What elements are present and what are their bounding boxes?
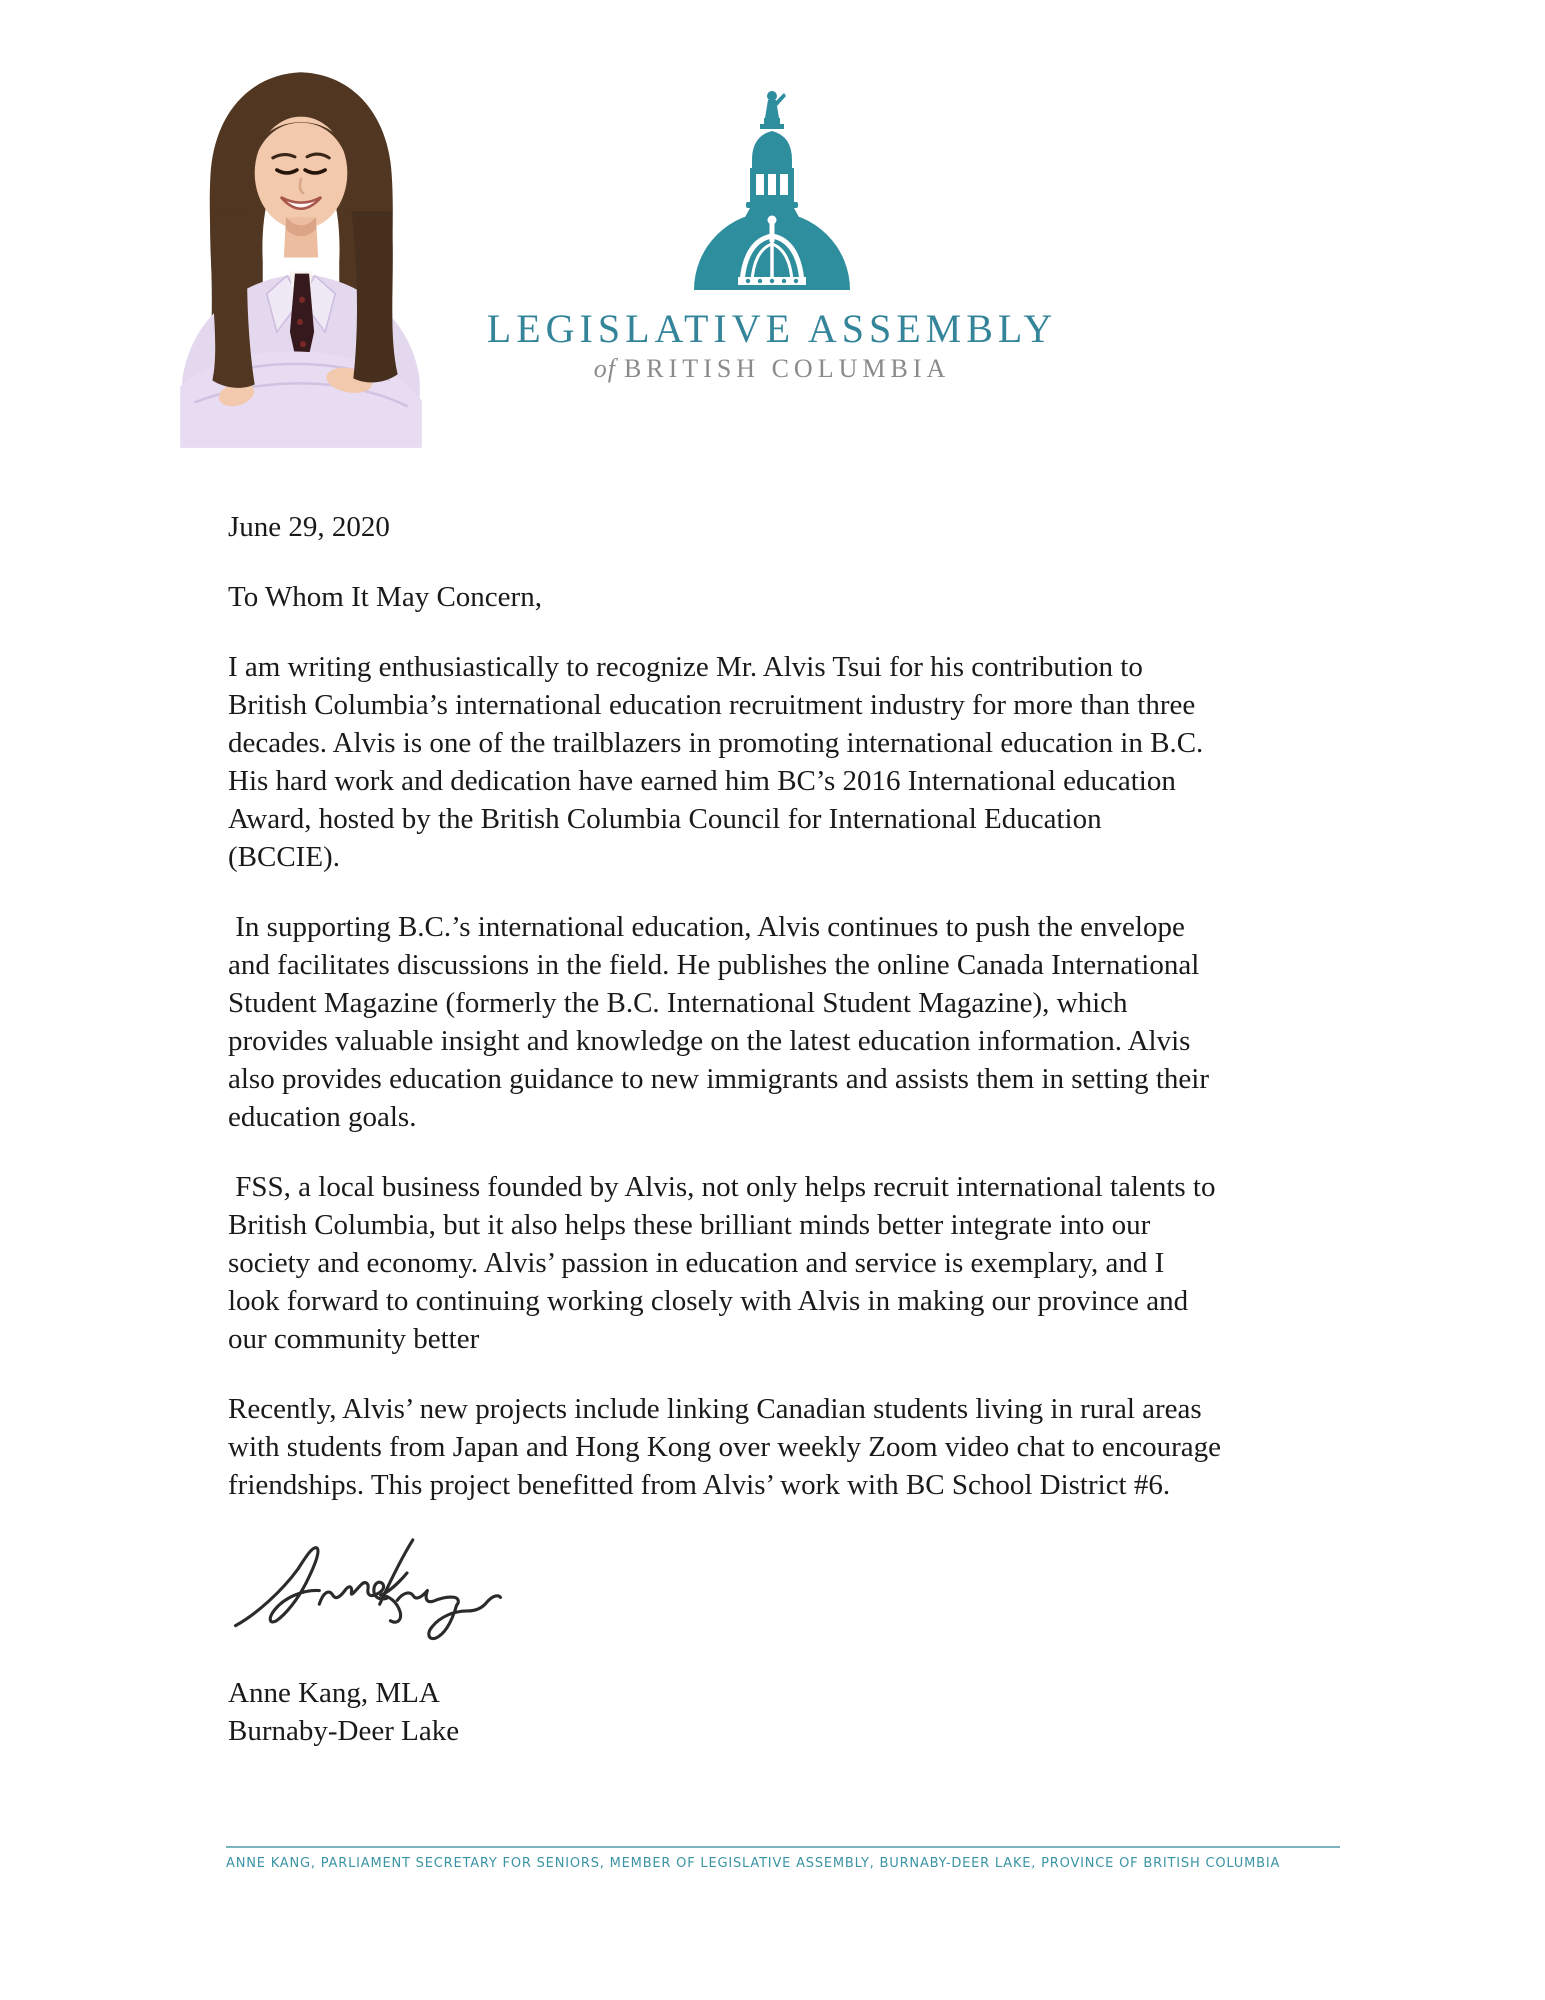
paragraph-3: FSS, a local business founded by Alvis, not only helps recruit international talents to British Columbia, but it also helps these brilliant minds better integrate into our society and economy. Alvis’ passion in education and service is exemplary, and I look forward to continuing working closely with Alvis in making our province and our community better xyxy=(228,1171,1216,1355)
paragraph-2: In supporting B.C.’s international education, Alvis continues to push the envelope and facilitates discussions in the field. He publishes the online Canada International Student Magazine (formerly the B.C. International Student Magazine), which provides valuable insight and knowledge on the latest education information. Alvis also provides education guidance to new immigrants and assists them in setting their education goals. xyxy=(228,911,1209,1133)
footer-text: ANNE KANG, PARLIAMENT SECRETARY FOR SENIORS, MEMBER OF LEGISLATIVE ASSEMBLY, BURNABY-DEER LAKE, PROVINCE OF BRITISH COLUMBIA xyxy=(226,1856,1281,1871)
legislature-dome-logo xyxy=(690,86,854,292)
org-subtitle-prefix: of xyxy=(593,354,616,383)
salutation: To Whom It May Concern, xyxy=(228,581,542,613)
portrait-photo-graphic xyxy=(150,60,452,448)
portrait-photo xyxy=(150,60,452,448)
signature-graphic xyxy=(228,1536,508,1648)
org-name: LEGISLATIVE ASSEMBLY xyxy=(486,306,1058,351)
page-footer xyxy=(226,1846,1340,1872)
date-line: June 29, 2020 xyxy=(228,511,390,543)
signer-name: Anne Kang, MLA xyxy=(228,1677,440,1709)
signature xyxy=(228,1536,1273,1648)
paragraph-4: Recently, Alvis’ new projects include linking Canadian students living in rural areas with students from Japan and Hong Kong over weekly Zoom video chat to encourage friendships. This project benefitted from Alvis’ work with BC School District #6. xyxy=(228,1393,1221,1501)
letterhead xyxy=(472,86,1072,384)
org-subtitle-text: BRITISH COLUMBIA xyxy=(623,354,951,383)
signer-riding: Burnaby-Deer Lake xyxy=(228,1715,460,1747)
org-subtitle xyxy=(472,354,1072,384)
letter-body xyxy=(228,508,1273,1782)
signature-block xyxy=(228,1674,1273,1750)
statue-icon xyxy=(767,91,777,101)
paragraph-1: I am writing enthusiastically to recognize Mr. Alvis Tsui for his contribution to British Columbia’s international education recruitment industry for more than three decades. Alvis is one of the trailblazers in promoting international education in B.C. His hard work and dedication have earned him BC’s 2016 International education Award, hosted by the British Columbia Council for International Education (BCCIE). xyxy=(228,651,1204,873)
